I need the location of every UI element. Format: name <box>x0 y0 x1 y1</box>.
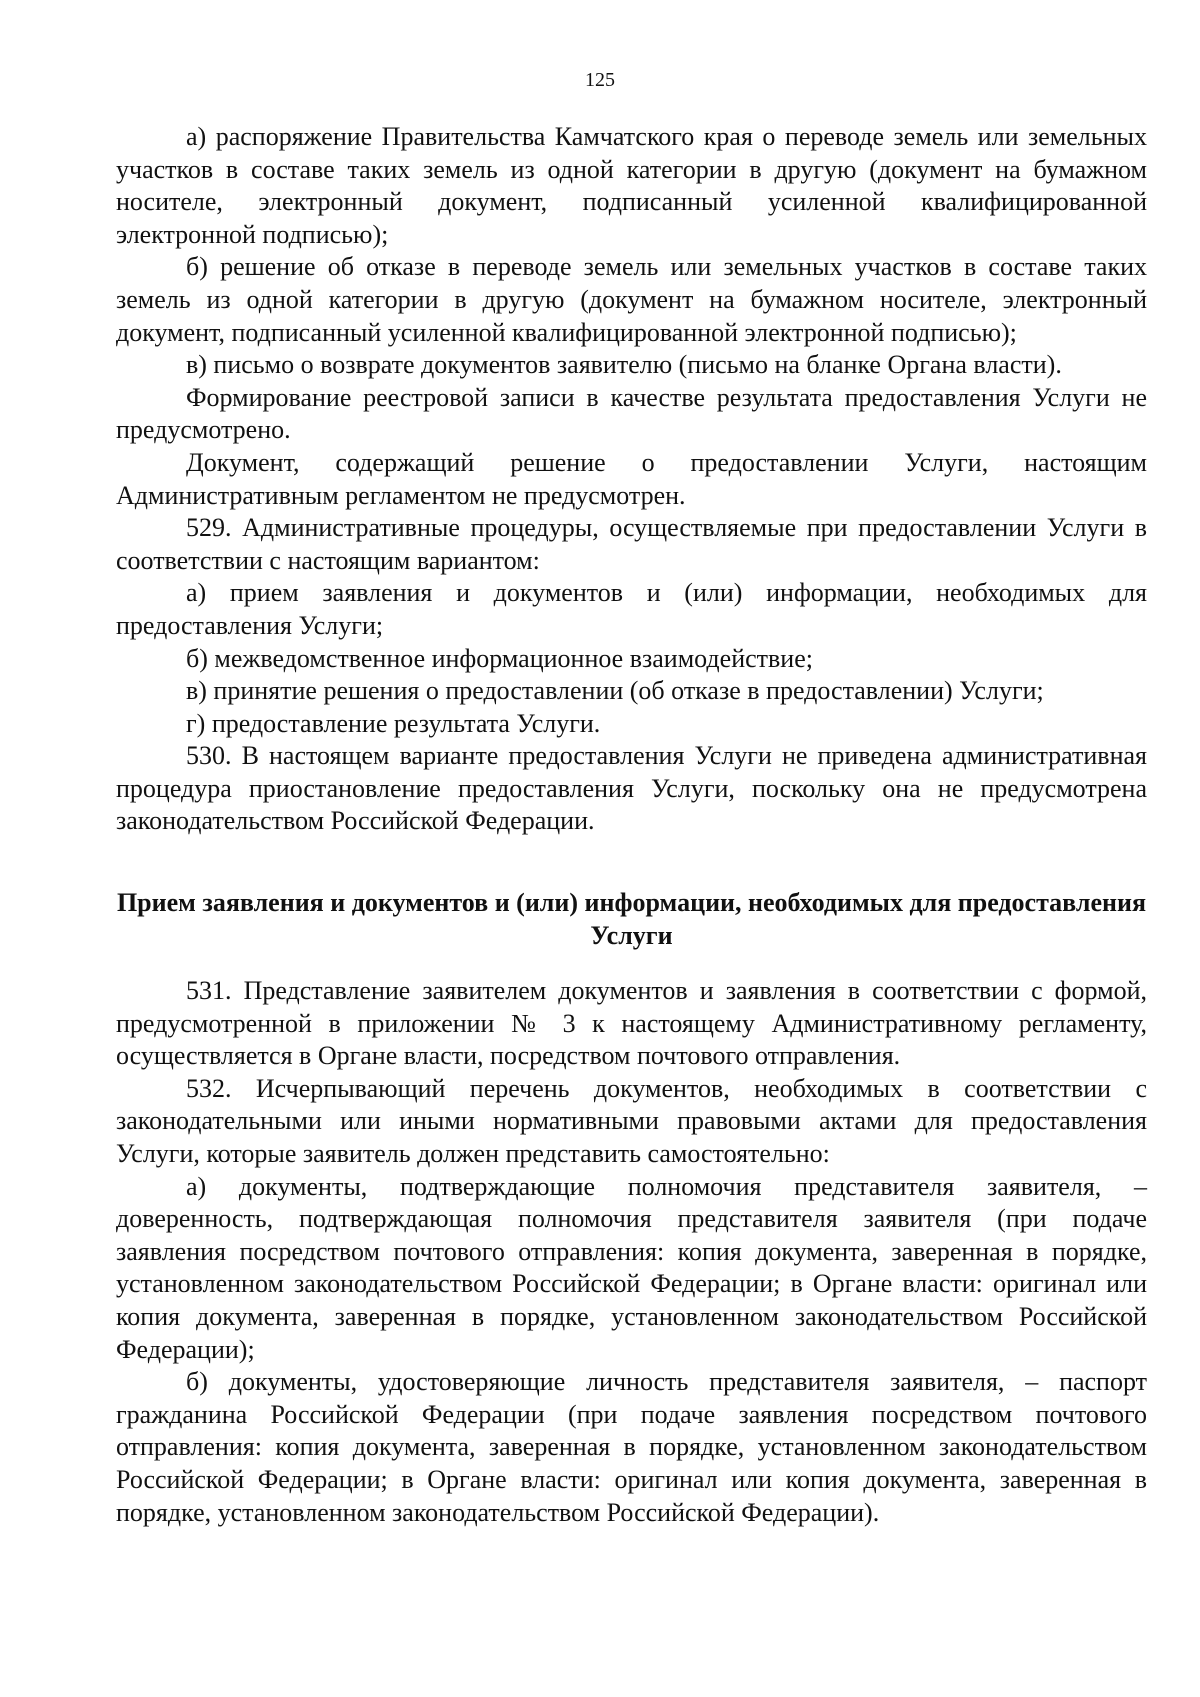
paragraph-529-c: в) принятие решения о предоставлении (об отказе в предоставлении) Услуги; <box>186 676 1044 706</box>
paragraph-result-c: в) письмо о возврате документов заявителю (письмо на бланке Органа власти). <box>186 350 1062 380</box>
paragraph-530: 530. В настоящем варианте предоставления Услуги не приведена административная процедура приостановление предоставления Услуги, поскольку она не предусмотрена законодательством Российской Федерации. <box>116 741 1147 836</box>
paragraph-registry-record: Формирование реестровой записи в качестве результата предоставления Услуги не предусмотрено. <box>116 382 1147 445</box>
section-heading: Прием заявления и документов и (или) информации, необходимых для предоставления Услуги <box>116 888 1147 950</box>
page-number: 125 <box>585 69 615 91</box>
intro-section <box>116 121 1147 838</box>
main-section <box>116 975 1147 1529</box>
paragraph-529-d: г) предоставление результата Услуги. <box>186 708 601 738</box>
paragraph-529-b: б) межведомственное информационное взаимодействие; <box>186 643 813 673</box>
paragraph-532-a: а) документы, подтверждающие полномочия представителя заявителя, – доверенность, подтверждающая полномочия представителя заявителя (при подаче заявления посредством почтового отправления: копия документа, заверенная в порядке, установленном законодательством Российской Федерации; в Органе власти: оригинал или копия документа, заверенная в порядке, установленном законодательством Российской Федерации); <box>116 1171 1147 1364</box>
paragraph-529: 529. Административные процедуры, осуществляемые при предоставлении Услуги в соответствии с настоящим вариантом: <box>116 513 1147 575</box>
paragraph-532: 532. Исчерпывающий перечень документов, необходимых в соответствии с законодательными или иными нормативными правовыми актами для предоставления Услуги, которые заявитель должен представить самостоятельно: <box>116 1073 1147 1168</box>
paragraph-result-b: б) решение об отказе в переводе земель или земельных участков в составе таких земель из одной категории в другую (документ на бумажном носителе, электронный документ, подписанный усиленной квалифицированной электронной подписью); <box>116 252 1147 347</box>
paragraph-result-a: а) распоряжение Правительства Камчатского края о переводе земель или земельных участков в составе таких земель из одной категории в другую (документ на бумажном носителе, электронный документ, подписанный усиленной квалифицированной электронной подписью); <box>116 122 1147 249</box>
paragraph-529-a: а) прием заявления и документов и (или) информации, необходимых для предоставления Услуги; <box>116 578 1147 640</box>
paragraph-532-b: б) документы, удостоверяющие личность представителя заявителя, – паспорт гражданина Российской Федерации (при подаче заявления посредством почтового отправления: копия документа, заверенная в порядке, установленном законодательством Российской Федерации; в Органе власти: оригинал или копия документа, заверенная в порядке, установленном законодательством Российской Федерации). <box>116 1367 1147 1527</box>
paragraph-decision-document: Документ, содержащий решение о предоставлении Услуги, настоящим Административным регламентом не предусмотрен. <box>116 447 1147 510</box>
paragraph-531: 531. Представление заявителем документов и заявления в соответствии с формой, предусмотренной в приложении № 3 к настоящему Административному регламенту, осуществляется в Органе власти, посредством почтового отправления. <box>116 976 1147 1071</box>
